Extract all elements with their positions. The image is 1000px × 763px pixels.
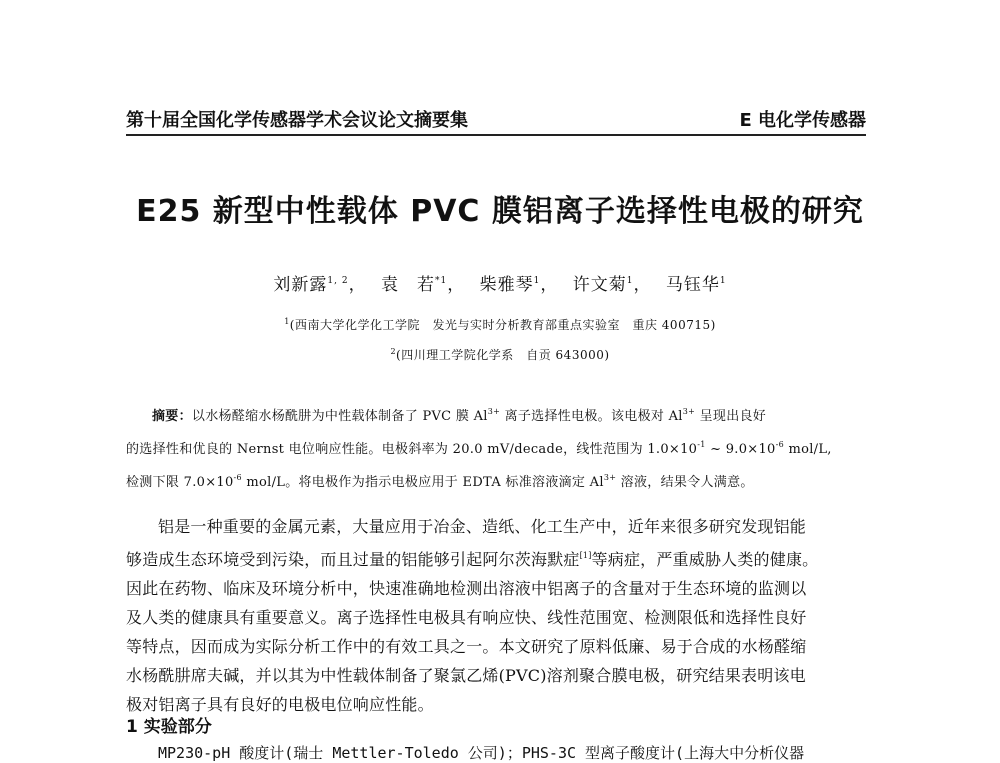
body-line: 等特点，因而成为实际分析工作中的有效工具之一。本文研究了原料低廉、易于合成的水杨醛缩 (126, 637, 807, 656)
author-4: 许文菊$^1$， (572, 275, 652, 295)
body-line: 极对铝离子具有良好的电极电位响应性能。 (126, 695, 434, 714)
body-line: 水杨酰肼席夫碱，并以其为中性载体制备了聚氯乙烯(PVC)溶剂聚合膜电极，研究结果表明该电 (126, 666, 806, 685)
affiliation-2: $^2$(四川理工学院化学系 自贡 643000) (390, 347, 610, 362)
section-category: E 电化学传感器 (739, 110, 866, 131)
body-line: 够造成生态环境受到污染，而且过量的铝能够引起阿尔茨海默症[1]等病症，严重威胁人类的健康。 (126, 550, 819, 569)
abstract-line: 的选择性和优良的 Nernst 电位响应性能。电极斜率为 20.0 mV/decade，线性范围为 $1.0\times 10^{-1}$ ~ $9.0\times 10^{-6}$ mol/L, (126, 440, 832, 457)
body-line: 铝是一种重要的金属元素，大量应用于冶金、造纸、化工生产中，近年来很多研究发现铝能 (158, 517, 807, 536)
abstract-line: 检测下限 $7.0\times 10^{-6}$ mol/L。将电极作为指示电极应用于 EDTA 标准溶液滴定 $Al^{3+}$ 溶液，结果令人满意。 (126, 473, 754, 490)
abstract-line: 摘要：以水杨醛缩水杨酰肼为中性载体制备了 PVC 膜 $Al^{3+}$ 离子选择性电极。该电极对 $Al^{3+}$ 呈现出良好 (152, 407, 767, 424)
running-header (126, 104, 866, 136)
affiliation-1: $^1$(西南大学化学化工学院 发光与实时分析教育部重点实验室 重庆 400715) (284, 317, 716, 332)
body-line: 及人类的健康具有重要意义。离子选择性电极具有响应快、线性范围宽、检测限低和选择性良好 (126, 608, 807, 627)
paper-title: E25 新型中性载体 PVC 膜铝离子选择性电极的研究 (136, 194, 864, 229)
introduction-paragraph (126, 512, 866, 719)
abstract (126, 398, 864, 497)
section-heading: 1 实验部分 (126, 717, 212, 737)
citation-ref: [1] (579, 551, 592, 560)
body-line: 因此在药物、临床及环境分析中，快速准确地检测出溶液中铝离子的含量对于生态环境的监测以 (126, 579, 807, 598)
author-3: 柴雅琴$^1$， (479, 275, 559, 295)
author-2: 袁 若$^{*1}$， (380, 275, 466, 295)
author-1: 刘新露$^{1, 2}$， (273, 275, 367, 295)
author-list (0, 270, 1000, 295)
abstract-label: 摘要： (152, 409, 192, 424)
section-first-line: MP230-pH 酸度计(瑞士 Mettler-Toledo 公司)；PHS-3C 型离子酸度计(上海大中分析仪器 (158, 744, 805, 762)
author-5: 马钰华$^1$ (665, 275, 727, 295)
proceedings-title: 第十届全国化学传感器学术会议论文摘要集 (126, 110, 468, 131)
